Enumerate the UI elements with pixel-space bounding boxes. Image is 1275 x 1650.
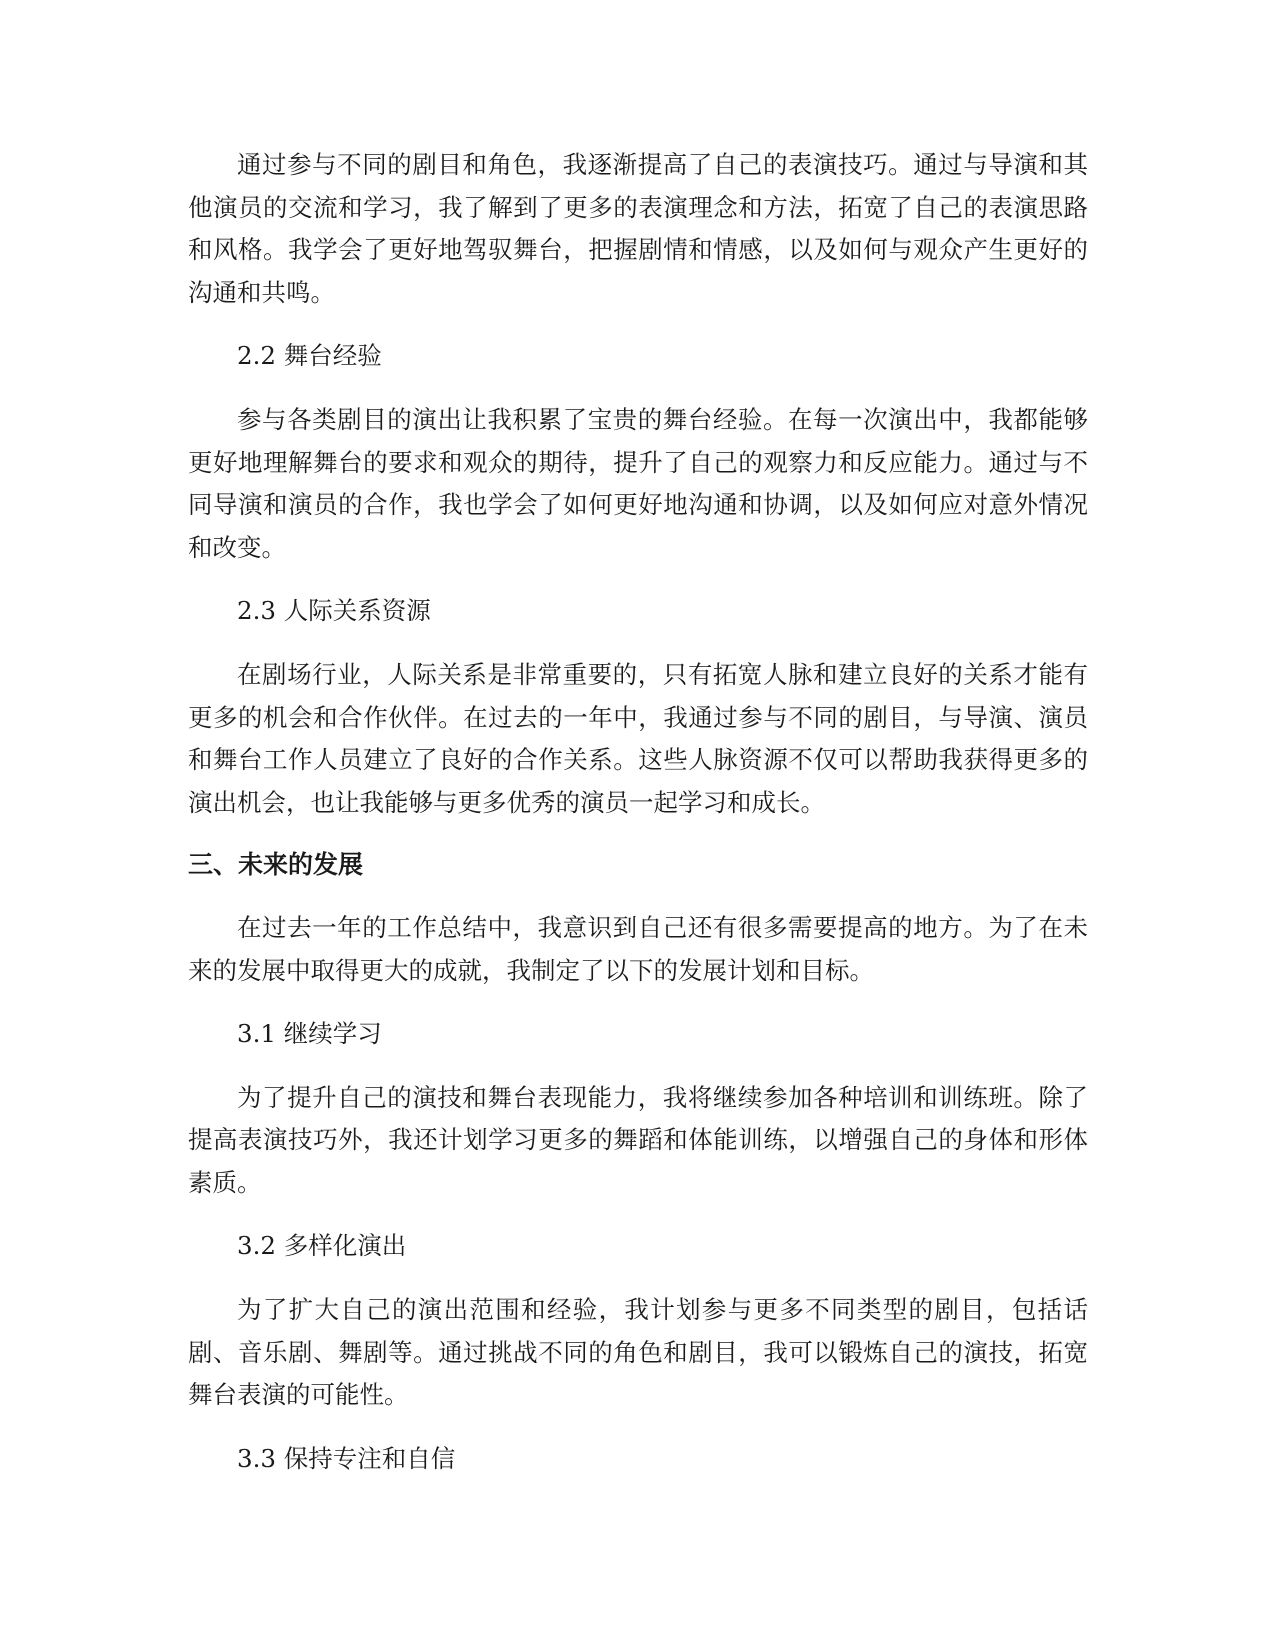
- paragraph-future-intro: 在过去一年的工作总结中，我意识到自己还有很多需要提高的地方。为了在未来的发展中取得更大的成就，我制定了以下的发展计划和目标。: [188, 912, 1088, 985]
- paragraph-acting-skills: 通过参与不同的剧目和角色，我逐渐提高了自己的表演技巧。通过与导演和其他演员的交流和学习，我了解到了更多的表演理念和方法，拓宽了自己的表演思路和风格。我学会了更好地驾驭舞台，把握剧情和情感，以及如何与观众产生更好的沟通和共鸣。: [188, 150, 1088, 307]
- subheading-continue-learning: 3.1 继续学习: [237, 1019, 382, 1049]
- paragraph-stage-experience: 参与各类剧目的演出让我积累了宝贵的舞台经验。在每一次演出中，我都能够更好地理解舞台的要求和观众的期待，提升了自己的观察力和反应能力。通过与不同导演和演员的合作，我也学会了如何更好地沟通和协调，以及如何应对意外情况和改变。: [188, 404, 1088, 562]
- subheading-diverse-performance: 3.2 多样化演出: [237, 1231, 407, 1261]
- paragraph-relationships: 在剧场行业，人际关系是非常重要的，只有拓宽人脉和建立良好的关系才能有更多的机会和合作伙伴。在过去的一年中，我通过参与不同的剧目，与导演、演员和舞台工作人员建立了良好的合作关系。这些人脉资源不仅可以帮助我获得更多的演出机会，也让我能够与更多优秀的演员一起学习和成长。: [188, 659, 1088, 817]
- subheading-focus-confidence: 3.3 保持专注和自信: [237, 1443, 456, 1473]
- paragraph-continue-learning: 为了提升自己的演技和舞台表现能力，我将继续参加各种培训和训练班。除了提高表演技巧外，我还计划学习更多的舞蹈和体能训练，以增强自己的身体和形体素质。: [188, 1082, 1088, 1197]
- paragraph-diverse-performance: 为了扩大自己的演出范围和经验，我计划参与更多不同类型的剧目，包括话剧、音乐剧、舞剧等。通过挑战不同的角色和剧目，我可以锻炼自己的演技，拓宽舞台表演的可能性。: [188, 1295, 1088, 1410]
- subheading-stage-experience: 2.2 舞台经验: [237, 341, 382, 371]
- document-body: [188, 144, 1088, 1480]
- section-heading-future: 三、未来的发展: [188, 850, 364, 880]
- subheading-relationships: 2.3 人际关系资源: [237, 596, 431, 626]
